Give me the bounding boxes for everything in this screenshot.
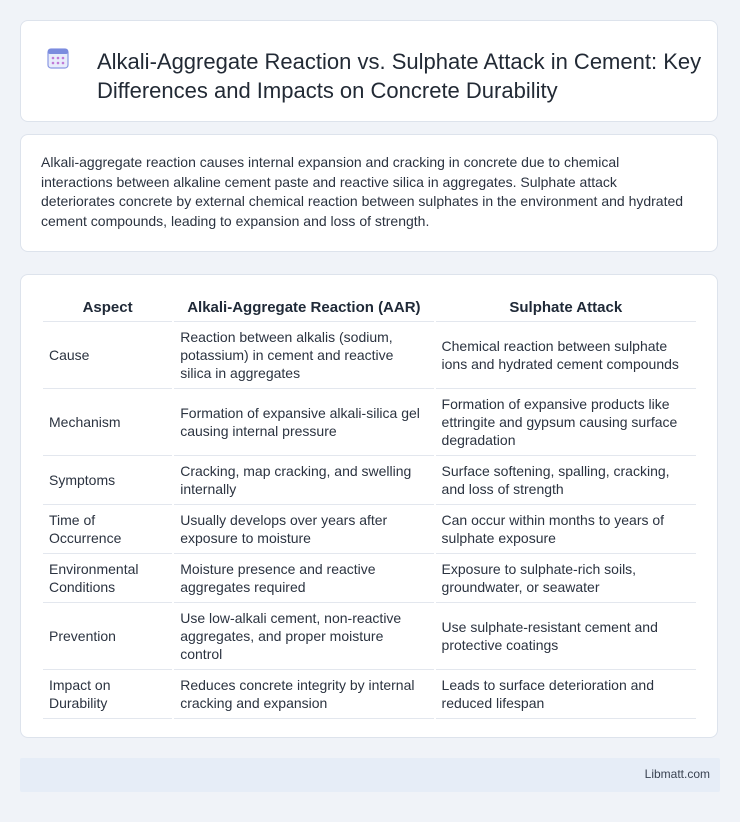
cell-sulphate: Exposure to sulphate-rich soils, groundwater, or seawater — [436, 554, 696, 603]
table-row — [43, 603, 696, 670]
cell-aar: Moisture presence and reactive aggregates required — [174, 554, 433, 603]
cell-aar: Use low-alkali cement, non-reactive aggregates, and proper moisture control — [174, 603, 433, 670]
cell-aspect: Environmental Conditions — [43, 554, 172, 603]
intro-card — [20, 134, 718, 252]
cell-aar: Cracking, map cracking, and swelling internally — [174, 456, 433, 505]
header-aar: Alkali-Aggregate Reaction (AAR) — [174, 295, 433, 322]
cell-aspect: Time of Occurrence — [43, 505, 172, 554]
cell-sulphate: Formation of expansive products like ettringite and gypsum causing surface degradation — [436, 389, 696, 456]
cell-sulphate: Surface softening, spalling, cracking, and loss of strength — [436, 456, 696, 505]
cell-aar: Formation of expansive alkali-silica gel causing internal pressure — [174, 389, 433, 456]
cell-sulphate: Use sulphate-resistant cement and protective coatings — [436, 603, 696, 670]
table-row — [43, 505, 696, 554]
table-header-row — [43, 295, 696, 322]
header-sulphate: Sulphate Attack — [436, 295, 696, 322]
page-title: Alkali-Aggregate Reaction vs. Sulphate Attack in Cement: Key Differences and Impacts on Concrete Durability — [97, 49, 702, 103]
title-card — [20, 20, 718, 122]
table-row — [43, 554, 696, 603]
table-row — [43, 670, 696, 719]
cell-aspect: Prevention — [43, 603, 172, 670]
comparison-table — [41, 295, 698, 719]
cell-aar: Reduces concrete integrity by internal cracking and expansion — [174, 670, 433, 719]
cell-sulphate: Chemical reaction between sulphate ions and hydrated cement compounds — [436, 322, 696, 389]
footer — [20, 758, 720, 792]
header-aspect: Aspect — [43, 295, 172, 322]
cell-aar: Usually develops over years after exposure to moisture — [174, 505, 433, 554]
cell-aspect: Mechanism — [43, 389, 172, 456]
cell-sulphate: Can occur within months to years of sulphate exposure — [436, 505, 696, 554]
comparison-card — [20, 274, 718, 738]
cell-aspect: Cause — [43, 322, 172, 389]
footer-site-link[interactable]: Libmatt.com — [644, 767, 710, 781]
cell-aar: Reaction between alkalis (sodium, potassium) in cement and reactive silica in aggregates — [174, 322, 433, 389]
cell-sulphate: Leads to surface deterioration and reduced lifespan — [436, 670, 696, 719]
table-row — [43, 389, 696, 456]
cell-aspect: Symptoms — [43, 456, 172, 505]
cell-aspect: Impact on Durability — [43, 670, 172, 719]
table-row — [43, 322, 696, 389]
table-row — [43, 456, 696, 505]
calendar-grid-icon — [47, 47, 69, 69]
intro-text: Alkali-aggregate reaction causes internal expansion and cracking in concrete due to chemical interactions between alkaline cement paste and reactive silica in aggregates. Sulphate attack deteriorates concrete by external chemical reaction between sulphates in the environment and hydrated cement compounds, leading to expansion and loss of strength. — [41, 154, 684, 229]
